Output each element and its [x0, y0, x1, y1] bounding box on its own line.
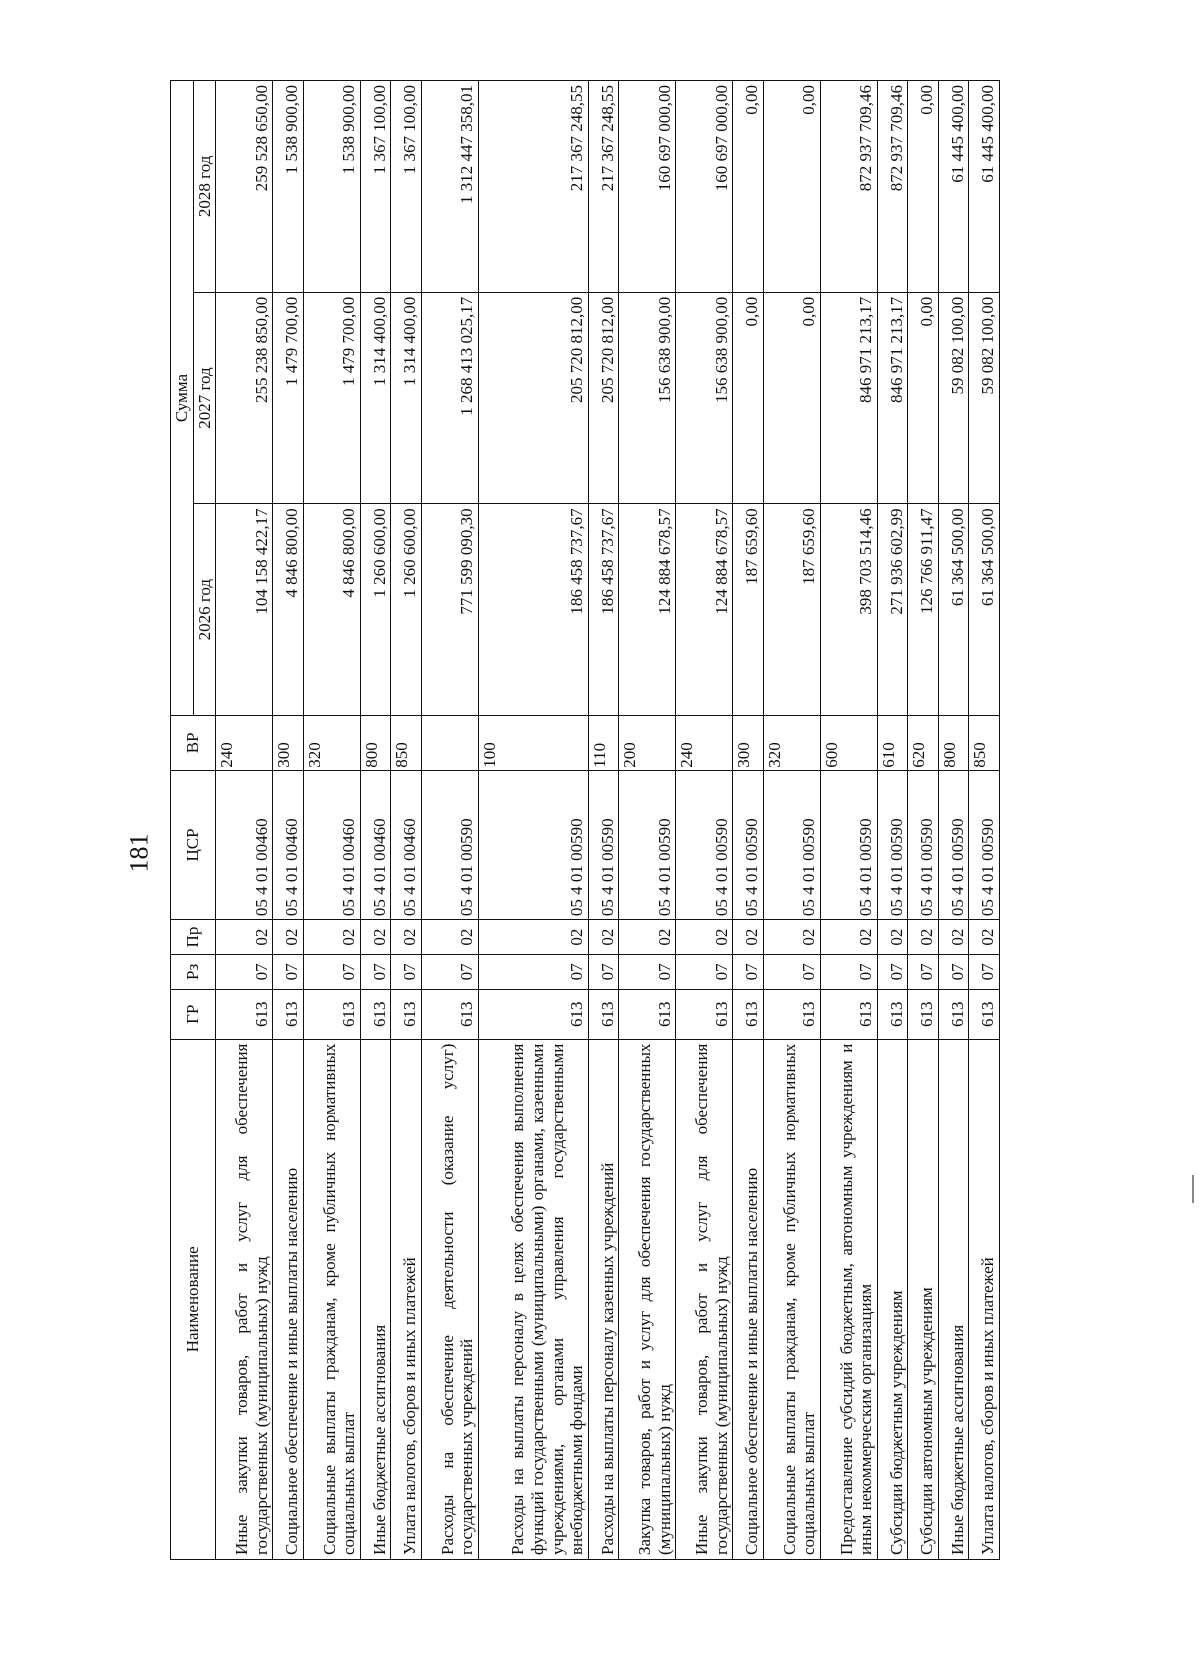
cell-2027: 0,00 — [763, 292, 820, 504]
cell-2026: 126 766 911,47 — [908, 504, 939, 716]
cell-rz: 07 — [763, 954, 820, 989]
cell-2027: 255 238 850,00 — [216, 292, 273, 504]
cell-pr: 02 — [391, 920, 422, 955]
cell-csr: 05 4 01 00460 — [303, 770, 360, 919]
cell-pr: 02 — [938, 920, 969, 955]
cell-csr: 05 4 01 00590 — [588, 770, 619, 919]
header-vr: ВР — [171, 715, 216, 770]
cell-gr: 613 — [216, 989, 273, 1039]
cell-2028: 217 367 248,55 — [478, 81, 588, 293]
cell-rz: 07 — [421, 954, 478, 989]
cell-2027: 1 268 413 025,17 — [421, 292, 478, 504]
header-2028: 2028 год — [193, 81, 216, 293]
table-row — [733, 81, 764, 1560]
page-number: 181 — [124, 833, 154, 873]
cell-2027: 846 971 213,17 — [877, 292, 908, 504]
cell-gr: 613 — [273, 989, 304, 1039]
cell-rz: 07 — [216, 954, 273, 989]
cell-2027: 205 720 812,00 — [478, 292, 588, 504]
cell-name: Социальное обеспечение и иные выплаты населению — [733, 1039, 764, 1559]
header-pr: Пр — [171, 920, 216, 955]
cell-vr: 240 — [676, 715, 733, 770]
cell-gr: 613 — [588, 989, 619, 1039]
cell-pr: 02 — [676, 920, 733, 955]
cell-rz: 07 — [877, 954, 908, 989]
cell-pr: 02 — [969, 920, 1000, 955]
cell-2028: 160 697 000,00 — [676, 81, 733, 293]
cell-csr: 05 4 01 00590 — [676, 770, 733, 919]
header-sum: Сумма — [171, 81, 194, 716]
cell-rz: 07 — [391, 954, 422, 989]
cell-vr: 240 — [216, 715, 273, 770]
header-rz: Рз — [171, 954, 216, 989]
cell-2026: 398 703 514,46 — [820, 504, 877, 716]
cell-name: Иные бюджетные ассигнования — [938, 1039, 969, 1559]
cell-name: Уплата налогов, сборов и иных платежей — [969, 1039, 1000, 1559]
cell-2026: 187 659,60 — [763, 504, 820, 716]
cell-gr: 613 — [820, 989, 877, 1039]
budget-table — [170, 80, 1000, 1560]
table-row — [391, 81, 422, 1560]
cell-2026: 4 846 800,00 — [303, 504, 360, 716]
cell-pr: 02 — [421, 920, 478, 955]
cell-gr: 613 — [676, 989, 733, 1039]
table-row — [360, 81, 391, 1560]
cell-pr: 02 — [733, 920, 764, 955]
cell-pr: 02 — [273, 920, 304, 955]
cell-2026: 186 458 737,67 — [588, 504, 619, 716]
cell-name: Предоставление субсидий бюджетным, автономным учреждениям и иным некоммерческим организациям — [820, 1039, 877, 1559]
cell-rz: 07 — [478, 954, 588, 989]
cell-2028: 872 937 709,46 — [877, 81, 908, 293]
table-row — [588, 81, 619, 1560]
cell-name: Субсидии бюджетным учреждениям — [877, 1039, 908, 1559]
header-name: Наименование — [171, 1039, 216, 1559]
cell-csr: 05 4 01 00590 — [938, 770, 969, 919]
cell-rz: 07 — [908, 954, 939, 989]
cell-2026: 61 364 500,00 — [938, 504, 969, 716]
cell-gr: 613 — [478, 989, 588, 1039]
cell-csr: 05 4 01 00590 — [908, 770, 939, 919]
cell-rz: 07 — [303, 954, 360, 989]
cell-2027: 59 082 100,00 — [938, 292, 969, 504]
cell-2028: 0,00 — [908, 81, 939, 293]
cell-2028: 1 538 900,00 — [273, 81, 304, 293]
cell-pr: 02 — [360, 920, 391, 955]
cell-2028: 1 538 900,00 — [303, 81, 360, 293]
table-row — [273, 81, 304, 1560]
cell-vr: 800 — [360, 715, 391, 770]
cell-rz: 07 — [938, 954, 969, 989]
cell-2026: 1 260 600,00 — [391, 504, 422, 716]
cell-rz: 07 — [588, 954, 619, 989]
cell-vr — [421, 715, 478, 770]
cell-vr: 850 — [969, 715, 1000, 770]
cell-2028: 0,00 — [733, 81, 764, 293]
budget-table-container — [170, 80, 1000, 1560]
cell-vr: 110 — [588, 715, 619, 770]
cell-2027: 1 479 700,00 — [273, 292, 304, 504]
cell-gr: 613 — [619, 989, 676, 1039]
cell-gr: 613 — [391, 989, 422, 1039]
cell-gr: 613 — [938, 989, 969, 1039]
cell-gr: 613 — [360, 989, 391, 1039]
cell-rz: 07 — [360, 954, 391, 989]
cell-vr: 100 — [478, 715, 588, 770]
table-row — [969, 81, 1000, 1560]
cell-2027: 1 314 400,00 — [391, 292, 422, 504]
cell-vr: 320 — [763, 715, 820, 770]
table-row — [763, 81, 820, 1560]
cell-2028: 61 445 400,00 — [938, 81, 969, 293]
cell-vr: 300 — [733, 715, 764, 770]
cell-2028: 872 937 709,46 — [820, 81, 877, 293]
cell-pr: 02 — [908, 920, 939, 955]
table-row — [820, 81, 877, 1560]
cell-2027: 156 638 900,00 — [619, 292, 676, 504]
cell-2026: 187 659,60 — [733, 504, 764, 716]
cell-name: Расходы на выплаты персоналу в целях обеспечения выполнения функций государственными (муниципальными) органами, казенными учреждениями, органами управления государственными внебюджетными фондами — [478, 1039, 588, 1559]
cell-vr: 620 — [908, 715, 939, 770]
cell-gr: 613 — [969, 989, 1000, 1039]
cell-csr: 05 4 01 00590 — [969, 770, 1000, 919]
cell-pr: 02 — [303, 920, 360, 955]
cell-2027: 156 638 900,00 — [676, 292, 733, 504]
cell-gr: 613 — [763, 989, 820, 1039]
cell-pr: 02 — [877, 920, 908, 955]
cell-name: Иные бюджетные ассигнования — [360, 1039, 391, 1559]
cell-pr: 02 — [478, 920, 588, 955]
cell-vr: 800 — [938, 715, 969, 770]
cell-csr: 05 4 01 00590 — [733, 770, 764, 919]
cell-2026: 186 458 737,67 — [478, 504, 588, 716]
cell-vr: 610 — [877, 715, 908, 770]
cell-2028: 61 445 400,00 — [969, 81, 1000, 293]
cell-2027: 205 720 812,00 — [588, 292, 619, 504]
cell-2028: 0,00 — [763, 81, 820, 293]
table-row — [676, 81, 733, 1560]
header-gr: ГР — [171, 989, 216, 1039]
cell-2028: 1 312 447 358,01 — [421, 81, 478, 293]
margin-mark — [1192, 1175, 1194, 1203]
cell-vr: 200 — [619, 715, 676, 770]
cell-csr: 05 4 01 00460 — [360, 770, 391, 919]
cell-2028: 160 697 000,00 — [619, 81, 676, 293]
cell-2026: 271 936 602,99 — [877, 504, 908, 716]
cell-2026: 1 260 600,00 — [360, 504, 391, 716]
cell-2026: 61 364 500,00 — [969, 504, 1000, 716]
cell-2026: 124 884 678,57 — [619, 504, 676, 716]
cell-gr: 613 — [303, 989, 360, 1039]
cell-pr: 02 — [820, 920, 877, 955]
cell-name: Социальное обеспечение и иные выплаты населению — [273, 1039, 304, 1559]
cell-rz: 07 — [676, 954, 733, 989]
cell-2028: 1 367 100,00 — [360, 81, 391, 293]
header-2027: 2027 год — [193, 292, 216, 504]
cell-rz: 07 — [619, 954, 676, 989]
cell-name: Субсидии автономным учреждениям — [908, 1039, 939, 1559]
table-row — [216, 81, 273, 1560]
table-row — [478, 81, 588, 1560]
cell-2027: 1 314 400,00 — [360, 292, 391, 504]
cell-rz: 07 — [273, 954, 304, 989]
cell-pr: 02 — [619, 920, 676, 955]
cell-csr: 05 4 01 00590 — [478, 770, 588, 919]
cell-name: Социальные выплаты гражданам, кроме публичных нормативных социальных выплат — [303, 1039, 360, 1559]
cell-csr: 05 4 01 00460 — [391, 770, 422, 919]
table-row — [908, 81, 939, 1560]
cell-2026: 124 884 678,57 — [676, 504, 733, 716]
cell-2027: 0,00 — [908, 292, 939, 504]
table-header — [171, 81, 216, 1560]
cell-vr: 300 — [273, 715, 304, 770]
cell-csr: 05 4 01 00460 — [273, 770, 304, 919]
table-body — [216, 81, 1000, 1560]
header-2026: 2026 год — [193, 504, 216, 716]
cell-vr: 850 — [391, 715, 422, 770]
cell-gr: 613 — [421, 989, 478, 1039]
cell-2027: 846 971 213,17 — [820, 292, 877, 504]
cell-vr: 600 — [820, 715, 877, 770]
cell-name: Закупка товаров, работ и услуг для обеспечения государственных (муниципальных) нужд — [619, 1039, 676, 1559]
cell-rz: 07 — [733, 954, 764, 989]
cell-2028: 1 367 100,00 — [391, 81, 422, 293]
cell-vr: 320 — [303, 715, 360, 770]
cell-2028: 217 367 248,55 — [588, 81, 619, 293]
cell-2026: 771 599 090,30 — [421, 504, 478, 716]
cell-name: Иные закупки товаров, работ и услуг для обеспечения государственных (муниципальных) нужд — [676, 1039, 733, 1559]
cell-2026: 104 158 422,17 — [216, 504, 273, 716]
cell-2027: 59 082 100,00 — [969, 292, 1000, 504]
cell-pr: 02 — [588, 920, 619, 955]
cell-rz: 07 — [969, 954, 1000, 989]
table-row — [303, 81, 360, 1560]
cell-name: Социальные выплаты гражданам, кроме публичных нормативных социальных выплат — [763, 1039, 820, 1559]
table-row — [421, 81, 478, 1560]
table-row — [938, 81, 969, 1560]
cell-2028: 259 528 650,00 — [216, 81, 273, 293]
cell-csr: 05 4 01 00590 — [820, 770, 877, 919]
cell-gr: 613 — [733, 989, 764, 1039]
cell-csr: 05 4 01 00590 — [619, 770, 676, 919]
cell-name: Расходы на обеспечение деятельности (оказание услуг) государственных учреждений — [421, 1039, 478, 1559]
cell-2027: 1 479 700,00 — [303, 292, 360, 504]
table-row — [619, 81, 676, 1560]
cell-name: Иные закупки товаров, работ и услуг для обеспечения государственных (муниципальных) нужд — [216, 1039, 273, 1559]
cell-gr: 613 — [877, 989, 908, 1039]
cell-2026: 4 846 800,00 — [273, 504, 304, 716]
cell-rz: 07 — [820, 954, 877, 989]
cell-pr: 02 — [763, 920, 820, 955]
cell-csr: 05 4 01 00590 — [877, 770, 908, 919]
table-row — [877, 81, 908, 1560]
cell-csr: 05 4 01 00590 — [763, 770, 820, 919]
header-csr: ЦСР — [171, 770, 216, 919]
cell-gr: 613 — [908, 989, 939, 1039]
cell-2027: 0,00 — [733, 292, 764, 504]
cell-csr: 05 4 01 00460 — [216, 770, 273, 919]
cell-name: Расходы на выплаты персоналу казенных учреждений — [588, 1039, 619, 1559]
cell-csr: 05 4 01 00590 — [421, 770, 478, 919]
cell-name: Уплата налогов, сборов и иных платежей — [391, 1039, 422, 1559]
cell-pr: 02 — [216, 920, 273, 955]
